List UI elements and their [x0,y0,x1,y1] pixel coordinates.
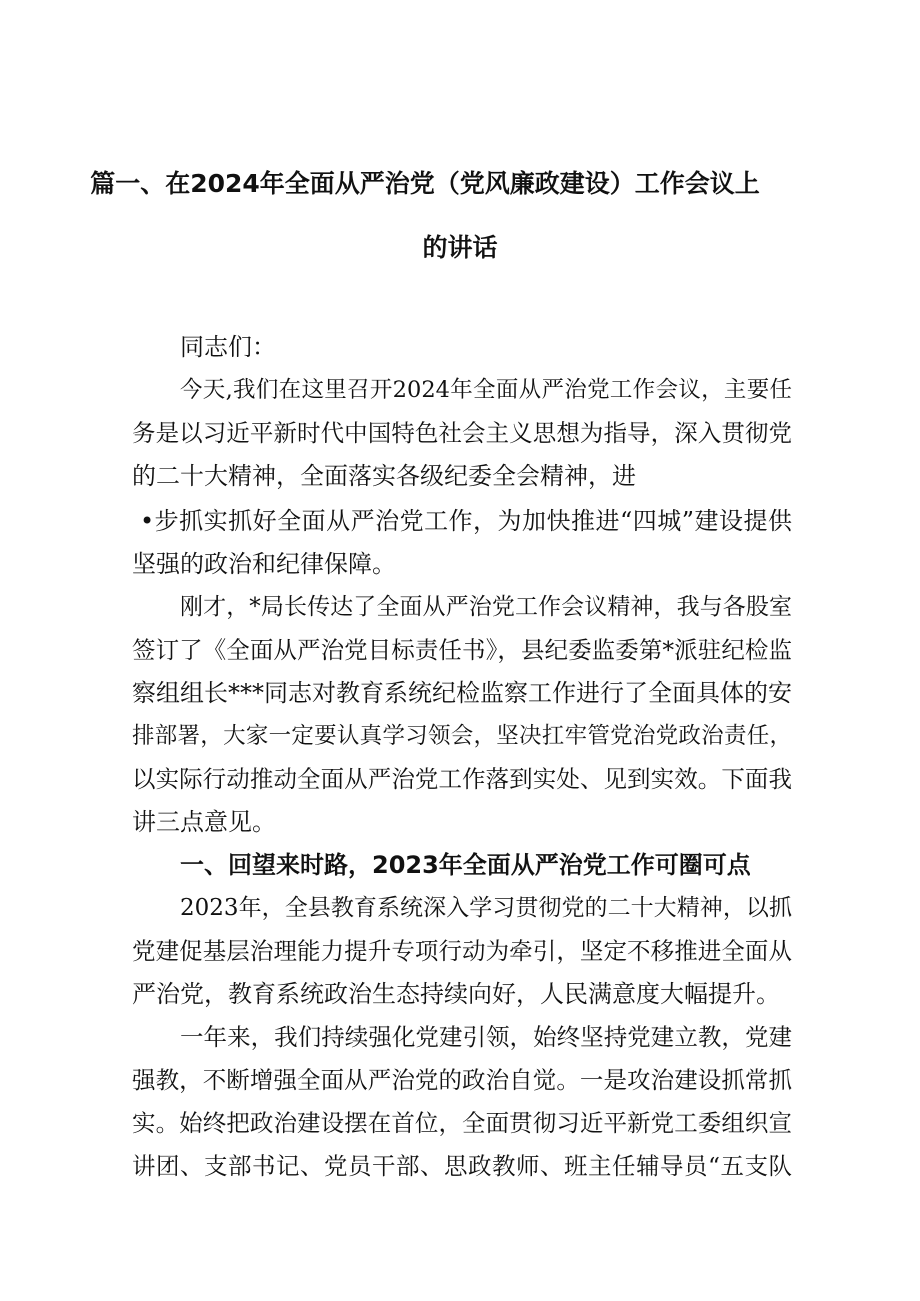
section-heading: 一、回望来时路，2023年全面从严治党工作可圈可点 [180,851,751,879]
document-title-line-1: 篇一、在2024年全面从严治党（党风廉政建设）工作会议上 [90,169,760,198]
paragraph-line: 强教，不断增强全面从严治党的政治自觉。一是攻治建设抓常抓 [132,1066,792,1094]
paragraph-line: 察组组长***同志对教育系统纪检监察工作进行了全面具体的安 [132,679,792,707]
paragraph-line: •步抓实抓好全面从严治党工作，为加快推进“四城”建设提供 [140,507,792,535]
document-title-line-2: 的讲话 [422,233,498,262]
paragraph-line: 签订了《全面从严治党目标责任书》，县纪委监委第*派驻纪检监 [132,636,792,664]
paragraph-line: 严治党，教育系统政治生态持续向好，人民满意度大幅提升。 [132,980,780,1008]
paragraph-line: 的二十大精神，全面落实各级纪委全会精神，进 [132,462,636,490]
paragraph-line: 坚强的政治和纪律保障。 [132,550,396,578]
paragraph-line: 讲团、支部书记、党员干部、思政教师、班主任辅导员“五支队 [132,1152,792,1180]
salutation: 同志们： [180,333,276,361]
paragraph-line: 2023年，全县教育系统深入学习贯彻党的二十大精神，以抓 [180,895,792,921]
paragraph-line: 今天,我们在这里召开2024年全面从严治党工作会议，主要任 [180,377,792,403]
paragraph-line: 务是以习近平新时代中国特色社会主义思想为指导，深入贯彻党 [132,419,792,447]
paragraph-line: 讲三点意见。 [132,808,276,836]
paragraph-line: 排部署，大家一定要认真学习领会，坚决扛牢管党治党政治责任， [132,723,792,749]
paragraph-line: 一年来，我们持续强化党建引领，始终坚持党建立教，党建 [180,1023,792,1051]
paragraph-line: 刚才，*局长传达了全面从严治党工作会议精神，我与各股室 [180,594,792,620]
paragraph-line: 以实际行动推动全面从严治党工作落到实处、见到实效。下面我 [132,765,792,793]
paragraph-line: 实。始终把政治建设摆在首位，全面贯彻习近平新党工委组织宣 [132,1109,792,1137]
paragraph-line: 党建促基层治理能力提升专项行动为牵引，坚定不移推进全面从 [132,937,792,965]
